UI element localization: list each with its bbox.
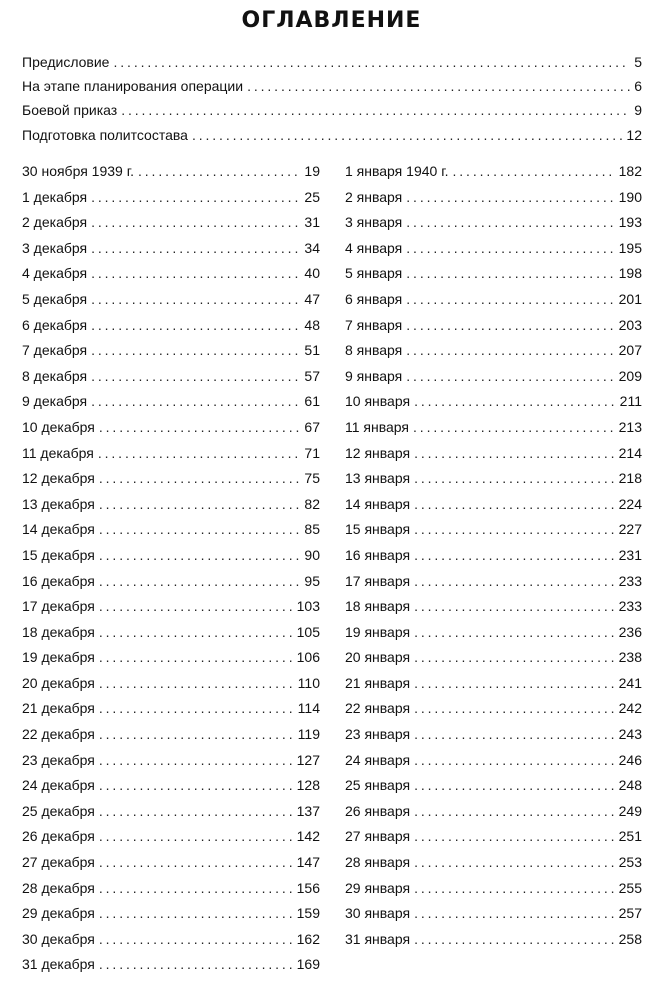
toc-entry — [22, 367, 320, 393]
toc-entry-page-number: 127 — [296, 751, 320, 768]
toc-entry-label: 2 декабря — [22, 214, 88, 231]
toc-entry-page-number: 242 — [618, 700, 642, 717]
toc-entry — [22, 623, 320, 649]
toc-entry-label: 13 января — [345, 470, 411, 487]
toc-entry — [345, 751, 642, 777]
toc-entry-page-number: 243 — [618, 726, 642, 743]
toc-entry-label: 23 декабря — [22, 751, 95, 768]
dot-leader — [406, 213, 614, 231]
dot-leader — [99, 597, 293, 615]
toc-entry-page-number: 12 — [626, 126, 642, 143]
toc-entry-label: 16 декабря — [22, 572, 95, 589]
toc-entry-page-number: 255 — [618, 879, 642, 896]
toc-entry — [22, 264, 320, 290]
dot-leader — [406, 341, 614, 359]
toc-entry-page-number: 257 — [618, 905, 642, 922]
dot-leader — [113, 53, 630, 71]
dot-leader — [99, 853, 293, 871]
toc-entry-label: 15 декабря — [22, 546, 95, 563]
toc-entry-label: 1 января 1940 г. — [345, 163, 449, 179]
toc-entry — [22, 239, 320, 265]
toc-entry-page-number: 67 — [304, 418, 320, 435]
toc-entry-page-number: 5 — [634, 54, 642, 70]
toc-entry — [345, 188, 642, 214]
dot-leader — [99, 495, 301, 513]
page-title: ОГЛАВЛЕНИЕ — [241, 8, 422, 33]
toc-entry — [22, 904, 320, 930]
toc-entry-label: 27 января — [345, 828, 411, 845]
toc-entry-page-number: 182 — [618, 163, 642, 179]
toc-entry-page-number: 241 — [618, 674, 642, 691]
toc-entry-label: 5 января — [345, 265, 403, 282]
toc-entry-label: 24 января — [345, 751, 411, 768]
toc-column-january — [345, 162, 642, 955]
toc-entry — [345, 418, 642, 444]
toc-entry-label: На этапе планирования операции — [22, 78, 244, 95]
toc-entry — [22, 853, 320, 879]
toc-entry — [22, 53, 642, 77]
dot-leader — [414, 699, 615, 717]
toc-entry-page-number: 218 — [618, 470, 642, 487]
toc-entry — [22, 418, 320, 444]
toc-entry-page-number: 195 — [618, 239, 642, 256]
toc-entry-label: 2 января — [345, 188, 403, 205]
dot-leader — [121, 101, 630, 119]
dot-leader — [406, 188, 614, 206]
toc-entry-page-number: 71 — [304, 444, 320, 461]
dot-leader — [406, 316, 614, 334]
toc-entry-label: 9 декабря — [22, 393, 88, 410]
toc-entry-label: 28 декабря — [22, 879, 95, 896]
toc-entry-label: 15 января — [345, 521, 411, 538]
dot-leader — [413, 418, 615, 436]
toc-entry — [345, 239, 642, 265]
dot-leader — [99, 904, 293, 922]
dot-leader — [414, 444, 615, 462]
dot-leader — [99, 674, 294, 692]
toc-entry-label: 12 декабря — [22, 470, 95, 487]
toc-entry-page-number: 48 — [304, 316, 320, 333]
dot-leader — [99, 879, 293, 897]
toc-entry — [345, 648, 642, 674]
dot-leader — [99, 546, 301, 564]
toc-entry-page-number: 142 — [296, 828, 320, 845]
toc-entry — [345, 597, 642, 623]
toc-entry — [22, 101, 642, 125]
toc-entry-page-number: 90 — [304, 546, 320, 563]
toc-entry — [345, 316, 642, 342]
dot-leader — [414, 827, 615, 845]
toc-entry-page-number: 137 — [296, 802, 320, 819]
toc-entry-page-number: 190 — [618, 188, 642, 205]
toc-entry-label: 20 января — [345, 649, 411, 666]
dot-leader — [414, 469, 615, 487]
toc-entry — [22, 879, 320, 905]
toc-entry — [22, 955, 320, 981]
dot-leader — [414, 904, 615, 922]
toc-entry — [345, 725, 642, 751]
toc-entry-label: 8 декабря — [22, 367, 88, 384]
dot-leader — [414, 802, 615, 820]
toc-entry — [345, 623, 642, 649]
dot-leader — [414, 572, 615, 590]
toc-entry — [345, 776, 642, 802]
toc-entry-page-number: 47 — [304, 290, 320, 307]
toc-entry — [22, 699, 320, 725]
toc-entry — [345, 341, 642, 367]
dot-leader — [99, 699, 294, 717]
toc-entry-label: 1 декабря — [22, 188, 88, 205]
toc-entry-page-number: 258 — [618, 930, 642, 947]
toc-entry — [22, 520, 320, 546]
toc-entry — [345, 699, 642, 725]
toc-entry-page-number: 57 — [304, 367, 320, 384]
dot-leader — [91, 188, 300, 206]
toc-entry-page-number: 25 — [304, 188, 320, 205]
toc-entry-page-number: 246 — [618, 751, 642, 768]
toc-entry-label: 16 января — [345, 546, 411, 563]
toc-entry-label: 24 декабря — [22, 777, 95, 794]
toc-entry — [22, 444, 320, 470]
toc-entry — [345, 930, 642, 956]
toc-entry — [345, 162, 642, 188]
toc-entry-label: 11 декабря — [22, 444, 94, 461]
toc-entry-label: 30 января — [345, 905, 411, 922]
toc-entry-page-number: 95 — [304, 572, 320, 589]
toc-entry — [22, 213, 320, 239]
toc-entry-page-number: 82 — [304, 495, 320, 512]
toc-entry-label: 19 декабря — [22, 649, 95, 666]
toc-entry-label: 6 января — [345, 290, 403, 307]
toc-entry — [22, 802, 320, 828]
toc-entry-label: 13 декабря — [22, 495, 95, 512]
dot-leader — [414, 623, 615, 641]
dot-leader — [452, 162, 614, 180]
toc-entry-label: 31 января — [345, 930, 411, 947]
dot-leader — [406, 264, 614, 282]
dot-leader — [192, 126, 622, 144]
toc-entry — [22, 776, 320, 802]
toc-entry-label: 10 января — [345, 393, 411, 410]
dot-leader — [414, 879, 615, 897]
dot-leader — [99, 725, 294, 743]
toc-entry-page-number: 193 — [618, 214, 642, 231]
toc-entry-label: 30 декабря — [22, 930, 95, 947]
toc-entry-page-number: 85 — [304, 521, 320, 538]
toc-entry-page-number: 251 — [618, 828, 642, 845]
toc-entry-label: 7 января — [345, 316, 403, 333]
toc-entry-page-number: 203 — [618, 316, 642, 333]
toc-entry-label: 21 января — [345, 674, 411, 691]
toc-entry-page-number: 233 — [618, 572, 642, 589]
dot-leader — [414, 776, 615, 794]
dot-leader — [99, 751, 293, 769]
toc-entry-label: 5 декабря — [22, 290, 88, 307]
toc-entry — [345, 520, 642, 546]
toc-entry — [345, 495, 642, 521]
dot-leader — [91, 290, 300, 308]
toc-entry — [345, 827, 642, 853]
toc-entry-page-number: 231 — [618, 546, 642, 563]
dot-leader — [414, 648, 615, 666]
toc-entry — [345, 213, 642, 239]
toc-entry-label: 17 января — [345, 572, 411, 589]
toc-entry-page-number: 19 — [304, 163, 320, 179]
toc-entry-label: 3 декабря — [22, 239, 88, 256]
toc-entry-page-number: 147 — [296, 854, 320, 871]
toc-entry-page-number: 214 — [618, 444, 642, 461]
dot-leader — [414, 853, 615, 871]
toc-entry-page-number: 40 — [304, 265, 320, 282]
dot-leader — [99, 827, 293, 845]
dot-leader — [99, 469, 301, 487]
toc-entry-label: 8 января — [345, 342, 403, 359]
toc-entry — [345, 879, 642, 905]
dot-leader — [406, 367, 614, 385]
toc-entry — [345, 674, 642, 700]
toc-entry-label: 29 января — [345, 879, 411, 896]
toc-entry — [22, 827, 320, 853]
toc-entry-label: 25 января — [345, 777, 411, 794]
toc-entry-label: 12 января — [345, 444, 411, 461]
toc-entry-page-number: 6 — [634, 78, 642, 95]
toc-entry-page-number: 233 — [618, 598, 642, 615]
dot-leader — [91, 341, 300, 359]
dot-leader — [414, 751, 615, 769]
dot-leader — [99, 418, 301, 436]
toc-entry — [22, 126, 642, 150]
toc-entry — [22, 930, 320, 956]
dot-leader — [99, 648, 293, 666]
dot-leader — [99, 955, 293, 973]
dot-leader — [414, 930, 615, 948]
dot-leader — [414, 674, 615, 692]
dot-leader — [99, 930, 293, 948]
toc-entry-label: 20 декабря — [22, 674, 95, 691]
toc-entry-page-number: 169 — [296, 956, 320, 973]
toc-entry — [345, 469, 642, 495]
toc-entry-page-number: 119 — [297, 726, 320, 743]
toc-entry-label: Предисловие — [22, 54, 110, 70]
dot-leader — [406, 239, 614, 257]
toc-entry — [22, 597, 320, 623]
toc-entry-label: 14 января — [345, 495, 411, 512]
toc-entry — [22, 495, 320, 521]
dot-leader — [99, 572, 301, 590]
dot-leader — [138, 162, 300, 180]
toc-entry — [22, 469, 320, 495]
toc-entry — [345, 853, 642, 879]
toc-entry-page-number: 75 — [304, 470, 320, 487]
toc-entry-page-number: 224 — [618, 495, 642, 512]
toc-entry-page-number: 61 — [304, 393, 320, 410]
toc-entry-page-number: 156 — [296, 879, 320, 896]
toc-entry-page-number: 227 — [618, 521, 642, 538]
dot-leader — [414, 597, 615, 615]
toc-entry-label: 30 ноября 1939 г. — [22, 163, 134, 179]
toc-entry-page-number: 114 — [297, 700, 320, 717]
toc-entry-label: 29 декабря — [22, 905, 95, 922]
toc-entry — [345, 546, 642, 572]
toc-entry-page-number: 236 — [618, 623, 642, 640]
dot-leader — [414, 546, 615, 564]
intro-section — [22, 53, 642, 150]
toc-entry-page-number: 9 — [634, 102, 642, 119]
toc-entry-label: 6 декабря — [22, 316, 88, 333]
toc-entry — [345, 290, 642, 316]
toc-entry — [22, 648, 320, 674]
toc-entry — [22, 751, 320, 777]
toc-entry-label: 7 декабря — [22, 342, 88, 359]
toc-entry-page-number: 110 — [297, 674, 320, 691]
toc-column-december — [22, 162, 320, 981]
dot-leader — [414, 725, 615, 743]
toc-entry — [345, 444, 642, 470]
toc-entry-page-number: 105 — [296, 623, 320, 640]
dot-leader — [99, 802, 293, 820]
toc-entry — [345, 904, 642, 930]
toc-entry — [345, 392, 642, 418]
toc-entry-label: 11 января — [345, 418, 410, 435]
toc-entry-label: 26 января — [345, 802, 411, 819]
toc-entry-label: 21 декабря — [22, 700, 95, 717]
toc-entry-label: 25 декабря — [22, 802, 95, 819]
dot-leader — [91, 367, 300, 385]
dot-leader — [414, 392, 616, 410]
toc-entry-label: 18 декабря — [22, 623, 95, 640]
toc-entry-label: 19 января — [345, 623, 411, 640]
toc-entry — [22, 341, 320, 367]
toc-entry — [345, 802, 642, 828]
toc-entry-label: 27 декабря — [22, 854, 95, 871]
toc-entry-page-number: 159 — [296, 905, 320, 922]
toc-entry-page-number: 209 — [618, 367, 642, 384]
toc-entry-label: 10 декабря — [22, 418, 95, 435]
toc-entry-page-number: 201 — [618, 290, 642, 307]
toc-entry-label: 31 декабря — [22, 956, 95, 973]
dot-leader — [98, 444, 301, 462]
toc-entry-label: 18 января — [345, 598, 411, 615]
toc-entry-label: Боевой приказ — [22, 102, 118, 119]
toc-entry-label: 14 декабря — [22, 521, 95, 538]
toc-entry-label: 9 января — [345, 367, 403, 384]
dot-leader — [91, 213, 300, 231]
toc-entry-label: 22 декабря — [22, 726, 95, 743]
toc-entry-label: 22 января — [345, 700, 411, 717]
toc-entry-page-number: 238 — [618, 649, 642, 666]
toc-entry-page-number: 51 — [304, 342, 320, 359]
toc-entry — [22, 725, 320, 751]
toc-entry — [345, 367, 642, 393]
toc-entry-label: 4 декабря — [22, 265, 88, 282]
toc-entry-page-number: 34 — [304, 239, 320, 256]
toc-entry — [22, 162, 320, 188]
dot-leader — [247, 77, 630, 95]
toc-entry-page-number: 31 — [304, 214, 320, 231]
toc-entry-label: 26 декабря — [22, 828, 95, 845]
toc-entry — [22, 546, 320, 572]
toc-entry — [22, 188, 320, 214]
dot-leader — [414, 520, 615, 538]
toc-entry-label: Подготовка политсостава — [22, 126, 188, 143]
toc-entry-page-number: 103 — [296, 598, 320, 615]
toc-entry — [345, 572, 642, 598]
dot-leader — [91, 316, 300, 334]
toc-entry-label: 3 января — [345, 214, 403, 231]
toc-entry-label: 28 января — [345, 854, 411, 871]
dot-leader — [91, 264, 300, 282]
toc-entry-page-number: 248 — [618, 777, 642, 794]
toc-entry — [22, 77, 642, 101]
toc-entry-page-number: 162 — [296, 930, 320, 947]
dot-leader — [414, 495, 615, 513]
toc-entry — [22, 316, 320, 342]
dot-leader — [99, 623, 293, 641]
toc-entry — [22, 290, 320, 316]
dot-leader — [99, 520, 301, 538]
toc-entry-label: 17 декабря — [22, 598, 95, 615]
toc-entry-page-number: 253 — [618, 854, 642, 871]
toc-entry-page-number: 213 — [618, 418, 642, 435]
toc-entry-page-number: 106 — [296, 649, 320, 666]
toc-entry — [22, 392, 320, 418]
dot-leader — [406, 290, 614, 308]
dot-leader — [99, 776, 293, 794]
toc-entry-page-number: 249 — [618, 802, 642, 819]
toc-entry-label: 4 января — [345, 239, 403, 256]
dot-leader — [91, 239, 300, 257]
toc-entry — [345, 264, 642, 290]
toc-entry-page-number: 207 — [618, 342, 642, 359]
toc-entry-label: 23 января — [345, 726, 411, 743]
toc-entry-page-number: 211 — [619, 393, 642, 410]
toc-entry-page-number: 198 — [618, 265, 642, 282]
dot-leader — [91, 392, 300, 410]
toc-entry — [22, 674, 320, 700]
toc-entry-page-number: 128 — [296, 777, 320, 794]
toc-entry — [22, 572, 320, 598]
